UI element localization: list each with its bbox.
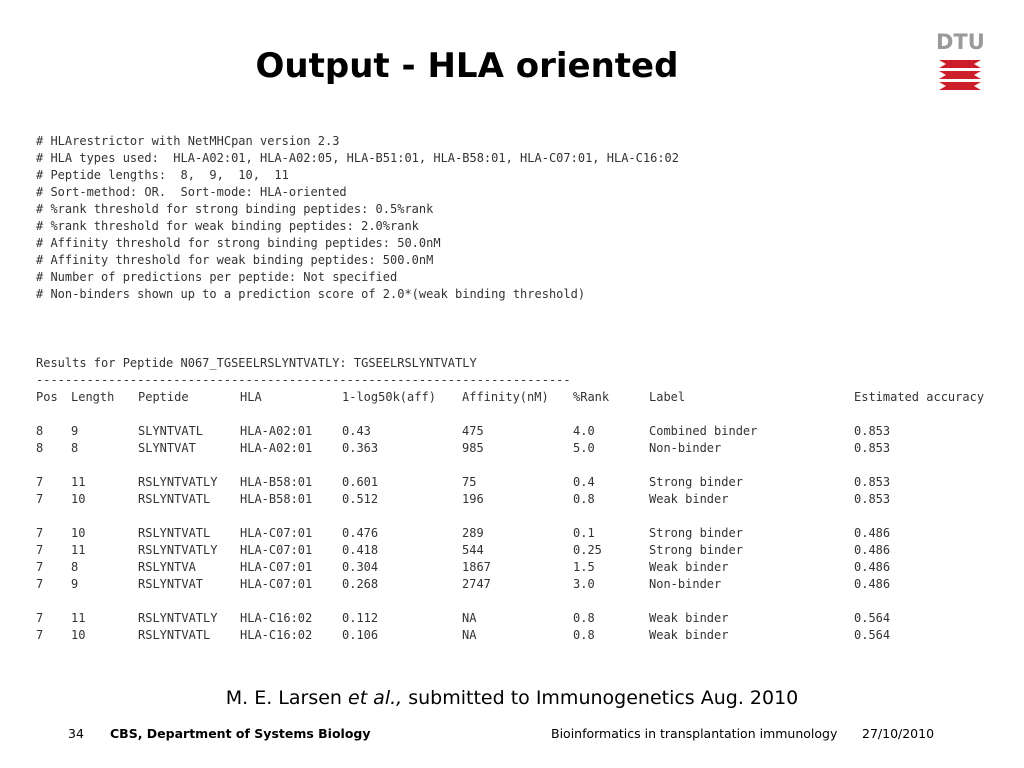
table-cell: 7: [36, 475, 44, 489]
table-cell: 3.0: [573, 577, 595, 591]
table-cell: Strong binder: [649, 475, 743, 489]
column-header: Estimated accuracy: [854, 390, 985, 404]
table-cell: 0.476: [342, 526, 379, 540]
table-cell: 0.363: [342, 441, 379, 455]
table-row: [36, 525, 1014, 542]
table-cell: SLYNTVATL: [138, 424, 204, 438]
table-cell: 0.8: [573, 611, 595, 625]
table-cell: SLYNTVAT: [138, 441, 196, 455]
program-header: [36, 133, 679, 303]
table-cell: 0.1: [573, 526, 595, 540]
citation: [0, 686, 1024, 710]
table-cell: 10: [71, 526, 86, 540]
table-cell: 7: [36, 526, 44, 540]
header-line: # %rank threshold for strong binding peptides: 0.5%rank: [36, 202, 434, 216]
table-cell: HLA-C16:02: [240, 611, 313, 625]
table-cell: 0.8: [573, 628, 595, 642]
table-cell: 9: [71, 577, 79, 591]
table-row: [36, 440, 1014, 457]
separator-line: --------------------------------------------------------------------------: [36, 373, 571, 387]
table-cell: 0.106: [342, 628, 379, 642]
table-cell: 985: [462, 441, 484, 455]
table-cell: NA: [462, 611, 477, 625]
table-cell: 0.564: [854, 628, 891, 642]
table-cell: RSLYNTVATL: [138, 628, 211, 642]
column-header: 1-log50k(aff): [342, 390, 436, 404]
dtu-logo-text: DTU: [936, 30, 985, 54]
table-cell: 0.512: [342, 492, 379, 506]
results-title: Results for Peptide N067_TGSEELRSLYNTVATLY: TGSEELRSLYNTVATLY: [36, 356, 477, 370]
table-cell: 0.486: [854, 526, 891, 540]
table-cell: 7: [36, 611, 44, 625]
table-cell: 1.5: [573, 560, 595, 574]
spacer-row: [36, 508, 1014, 525]
table-cell: 2747: [462, 577, 491, 591]
table-cell: 544: [462, 543, 484, 557]
header-line: # HLA types used: HLA-A02:01, HLA-A02:05, HLA-B51:01, HLA-B58:01, HLA-C07:01, HLA-C16:02: [36, 151, 679, 165]
table-cell: Weak binder: [649, 560, 729, 574]
footer-course: Bioinformatics in transplantation immunology: [551, 726, 838, 741]
table-cell: HLA-A02:01: [240, 441, 313, 455]
table-cell: HLA-A02:01: [240, 424, 313, 438]
table-cell: 11: [71, 543, 86, 557]
table-cell: 7: [36, 628, 44, 642]
table-cell: RSLYNTVATLY: [138, 475, 218, 489]
table-cell: 7: [36, 492, 44, 506]
table-cell: 7: [36, 577, 44, 591]
table-row: [36, 576, 1014, 593]
table-row: [36, 559, 1014, 576]
column-header: Affinity(nM): [462, 390, 549, 404]
footer-department: CBS, Department of Systems Biology: [110, 726, 371, 741]
spacer-cell: [36, 593, 1014, 610]
table-cell: RSLYNTVATLY: [138, 543, 218, 557]
table-cell: 0.601: [342, 475, 379, 489]
header-line: # Number of predictions per peptide: Not specified: [36, 270, 398, 284]
slide-title: Output - HLA oriented: [255, 46, 679, 86]
spacer-row: [36, 406, 1014, 423]
table-cell: 0.853: [854, 441, 891, 455]
header-line: # Affinity threshold for strong binding peptides: 50.0nM: [36, 236, 441, 250]
table-header-row: [36, 389, 1014, 406]
table-cell: 0.853: [854, 475, 891, 489]
table-cell: Weak binder: [649, 611, 729, 625]
column-header: Length: [71, 390, 115, 404]
table-cell: 7: [36, 560, 44, 574]
table-cell: RSLYNTVAT: [138, 577, 204, 591]
table-cell: HLA-C07:01: [240, 526, 313, 540]
table-cell: 0.25: [573, 543, 602, 557]
table-cell: Non-binder: [649, 577, 722, 591]
table-cell: HLA-B58:01: [240, 492, 313, 506]
table-cell: 0.112: [342, 611, 379, 625]
table-cell: 8: [71, 560, 79, 574]
table-cell: 8: [36, 424, 44, 438]
table-cell: NA: [462, 628, 477, 642]
spacer-cell: [36, 457, 1014, 474]
column-header: HLA: [240, 390, 262, 404]
footer-page-number: 34: [68, 726, 84, 741]
table-cell: HLA-C07:01: [240, 560, 313, 574]
dtu-logo: [936, 30, 984, 94]
results-section: [36, 355, 571, 389]
table-row: [36, 610, 1014, 627]
column-header: %Rank: [573, 390, 610, 404]
table-cell: HLA-C07:01: [240, 577, 313, 591]
dtu-logo-icon: [936, 58, 984, 92]
table-cell: 0.486: [854, 560, 891, 574]
table-cell: 9: [71, 424, 79, 438]
citation-authors: M. E. Larsen: [225, 687, 348, 709]
table-cell: RSLYNTVATLY: [138, 611, 218, 625]
table-cell: 0.268: [342, 577, 379, 591]
header-line: # Affinity threshold for weak binding peptides: 500.0nM: [36, 253, 434, 267]
spacer-row: [36, 457, 1014, 474]
table-cell: HLA-B58:01: [240, 475, 313, 489]
table-cell: 11: [71, 611, 86, 625]
table-cell: 0.486: [854, 577, 891, 591]
table-cell: 10: [71, 628, 86, 642]
table-cell: 289: [462, 526, 484, 540]
table-cell: 8: [36, 441, 44, 455]
table-cell: 0.8: [573, 492, 595, 506]
table-row: [36, 542, 1014, 559]
table-cell: 7: [36, 543, 44, 557]
table-cell: Strong binder: [649, 526, 743, 540]
header-line: # Peptide lengths: 8, 9, 10, 11: [36, 168, 289, 182]
table-cell: 0.853: [854, 424, 891, 438]
citation-etal: et al.,: [348, 687, 403, 709]
spacer-cell: [36, 508, 1014, 525]
table-cell: 10: [71, 492, 86, 506]
table-cell: 11: [71, 475, 86, 489]
header-line: # Non-binders shown up to a prediction score of 2.0*(weak binding threshold): [36, 287, 586, 301]
table-cell: 4.0: [573, 424, 595, 438]
spacer-row: [36, 593, 1014, 610]
spacer-cell: [36, 406, 1014, 423]
header-line: # Sort-method: OR. Sort-mode: HLA-oriented: [36, 185, 347, 199]
table-row: [36, 627, 1014, 644]
table-cell: Non-binder: [649, 441, 722, 455]
table-cell: 0.486: [854, 543, 891, 557]
table-cell: RSLYNTVATL: [138, 492, 211, 506]
table-cell: 0.564: [854, 611, 891, 625]
table-cell: 0.43: [342, 424, 371, 438]
table-cell: 0.418: [342, 543, 379, 557]
table-cell: 1867: [462, 560, 491, 574]
results-table: [36, 389, 1014, 644]
footer-date: 27/10/2010: [862, 726, 935, 741]
table-cell: Combined binder: [649, 424, 758, 438]
table-cell: 8: [71, 441, 79, 455]
table-cell: 475: [462, 424, 484, 438]
table-cell: 196: [462, 492, 484, 506]
table-cell: 0.4: [573, 475, 595, 489]
column-header: Label: [649, 390, 686, 404]
table-row: [36, 491, 1014, 508]
table-cell: Weak binder: [649, 492, 729, 506]
table-row: [36, 474, 1014, 491]
header-line: # %rank threshold for weak binding peptides: 2.0%rank: [36, 219, 419, 233]
results-table-body: [36, 406, 1014, 644]
table-cell: RSLYNTVA: [138, 560, 196, 574]
table-cell: HLA-C16:02: [240, 628, 313, 642]
table-row: [36, 423, 1014, 440]
table-cell: Weak binder: [649, 628, 729, 642]
table-cell: 5.0: [573, 441, 595, 455]
table-cell: 0.853: [854, 492, 891, 506]
table-cell: HLA-C07:01: [240, 543, 313, 557]
column-header: Pos: [36, 390, 58, 404]
table-cell: 75: [462, 475, 477, 489]
column-header: Peptide: [138, 390, 189, 404]
header-line: # HLArestrictor with NetMHCpan version 2.3: [36, 134, 340, 148]
citation-rest: submitted to Immunogenetics Aug. 2010: [402, 687, 799, 709]
table-cell: RSLYNTVATL: [138, 526, 211, 540]
table-cell: Strong binder: [649, 543, 743, 557]
table-cell: 0.304: [342, 560, 379, 574]
